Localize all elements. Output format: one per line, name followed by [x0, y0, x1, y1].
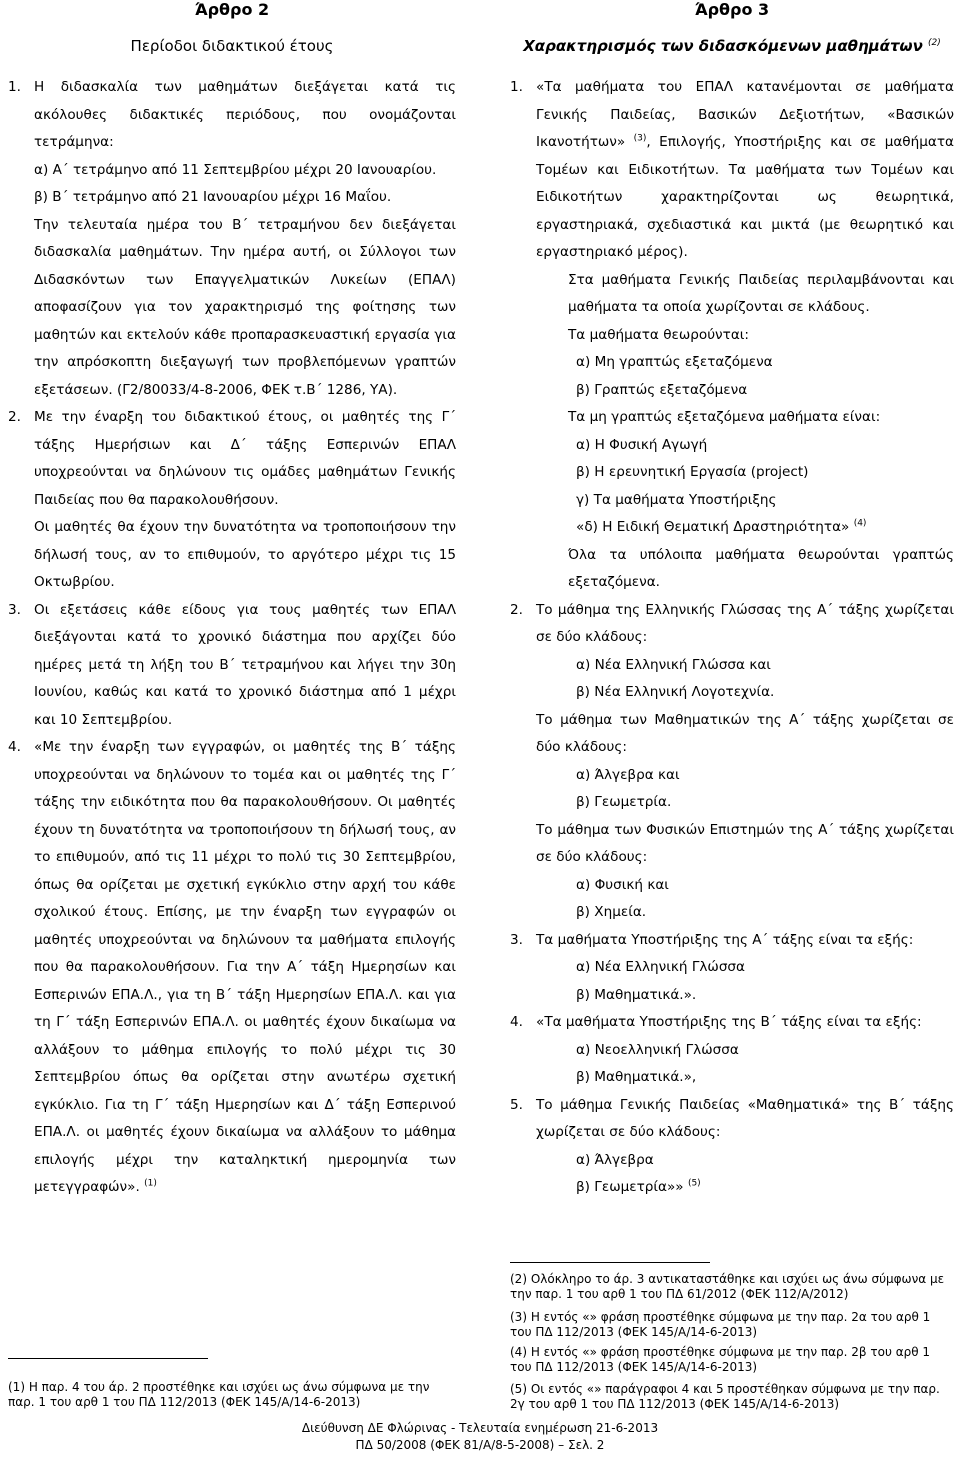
list-item: β) Β΄ τετράμηνο από 21 Ιανουαρίου μέχρι 16 Μαΐου. — [34, 189, 392, 205]
article-3-subtitle — [510, 36, 954, 56]
list-item: γ) Τα μαθήματα Υποστήριξης — [576, 491, 777, 508]
article-3-title: Άρθρο 3 — [694, 0, 770, 19]
article-3-paragraph-3 — [510, 927, 954, 1010]
paragraph-text: Με την έναρξη του διδακτικού έτους, οι μαθητές της Γ΄ τάξης Ημερήσιων και Δ΄ τάξης Εσπερινών ΕΠΑΛ υποχρεούνται να δηλώνουν τις ομάδες μαθημάτων Γενικής Παιδείας που θα παρακολουθήσουν. — [34, 409, 456, 508]
paragraph-text-a: «Τα μαθήματα του ΕΠΑΛ κατανέμονται σε μαθήματα Γενικής Παιδείας, Βασικών Δεξιοτήτων, «Βασικών Ικανοτήτων» — [536, 79, 954, 150]
paragraph-text — [34, 734, 456, 1202]
paragraph-number: 4. — [8, 739, 21, 755]
paragraph-text: Τα μη γραπτώς εξεταζόμενα μαθήματα είναι: — [568, 409, 881, 425]
article-2-paragraph-1 — [8, 74, 456, 404]
paragraph-text-b: , Επιλογής, Υποστήριξης και σε μαθήματα Τομέων και Ειδικοτήτων. Τα μαθήματα των Τομέων και Ειδικοτήτων χαρακτηρίζονται ως θεωρητικά, εργαστηριακά, σχεδιαστικά και μικτά (με θεωρητικό και εργαστηριακό μέρος). — [536, 134, 954, 260]
subtitle-text: Χαρακτηρισμός των διδασκόμενων μαθημάτων — [523, 37, 923, 55]
list-item: α) Νέα Ελληνική Γλώσσα και — [576, 656, 771, 673]
footer-line-2: ΠΔ 50/2008 (ΦΕΚ 81/Α/8-5-2008) – Σελ. 2 — [355, 1438, 605, 1452]
footnote-2: (2) Ολόκληρο το άρ. 3 αντικαταστάθηκε και ισχύει ως άνω σύμφωνα με την παρ. 1 του αρθ 1 του ΠΔ 61/2012 (ΦΕΚ 112/Α/2012) — [510, 1272, 945, 1301]
paragraph-text: Οι εξετάσεις κάθε είδους για τους μαθητές των ΕΠΑΛ διεξάγονται κατά το χρονικό διάστημα που αρχίζει δύο ημέρες μετά τη λήξη του Β΄ τετραμήνου και λήγει την 30η Ιουνίου, καθώς και κατά το χρονικό διάστημα από 1 μέχρι και 10 Σεπτεμβρίου. — [34, 601, 456, 728]
list-item: α) Νέα Ελληνική Γλώσσα — [576, 959, 746, 975]
paragraph-number: 5. — [510, 1096, 523, 1113]
article-2-body — [8, 74, 456, 1202]
footnote-separator — [8, 1358, 208, 1359]
paragraph-number: 3. — [510, 931, 523, 948]
footnote-3: (3) Η εντός «» φράση προστέθηκε σύμφωνα με την παρ. 2α του αρθ 1 του ΠΔ 112/2013 (ΦΕΚ 145/Α/14-6-2013) — [510, 1310, 931, 1339]
article-2-title: Άρθρο 2 — [194, 0, 270, 19]
paragraph-number: 2. — [510, 601, 523, 618]
footer-line-1: Διεύθυνση ΔΕ Φλώρινας - Τελευταία ενημέρωση 21-6-2013 — [301, 1421, 659, 1435]
footnote-ref-3: (3) — [633, 133, 647, 144]
paragraph-text: Το μάθημα Γενικής Παιδείας «Μαθηματικά» της Β΄ τάξης χωρίζεται σε δύο κλάδους: — [536, 1096, 954, 1140]
list-item: α) Νεοελληνική Γλώσσα — [576, 1041, 739, 1058]
list-item: β) Χημεία. — [576, 904, 647, 920]
paragraph-text: Η διδασκαλία των μαθημάτων διεξάγεται κατά τις ακόλουθες διδακτικές περιόδους, που ονομάζονται τετράμηνα: — [34, 79, 456, 150]
list-item: β) Γραπτώς εξεταζόμενα — [576, 381, 748, 398]
list-item-text: «δ) Η Ειδική Θεματική Δραστηριότητα» — [576, 519, 850, 535]
list-item — [536, 1174, 954, 1202]
list-item: α) Η Φυσική Αγωγή — [576, 436, 708, 453]
list-item: α) Φυσική και — [576, 876, 669, 893]
paragraph-text: Το μάθημα των Φυσικών Επιστημών της Α΄ τάξης χωρίζεται σε δύο κλάδους: — [536, 821, 954, 865]
list-item: β) Μαθηματικά.», — [576, 1069, 697, 1085]
paragraph-text: Την τελευταία ημέρα του Β΄ τετραμήνου δεν διεξάγεται διδασκαλία μαθημάτων. Την ημέρα αυτή, οι Σύλλογοι των Διδασκόντων των Επαγγελματικών Λυκείων (ΕΠΑΛ) αποφασίζουν για τον χαρακτηρισμό της φοίτησης των μαθητών και εκτελούν κάθε προπαρασκευαστική εργασία για την απρόσκοπτη διεξαγωγή των προβλεπόμενων γραπτών εξετάσεων. (Γ2/80033/4-8-2006, ΦΕΚ τ.Β΄ 1286, ΥΑ). — [34, 216, 456, 398]
article-2-paragraph-4 — [8, 734, 456, 1202]
paragraph-number: 4. — [510, 1014, 523, 1030]
left-column — [8, 0, 456, 1458]
paragraph-text: Τα μαθήματα θεωρούνται: — [568, 326, 749, 343]
list-item: β) Η ερευνητική Εργασία (project) — [576, 464, 809, 480]
list-item-text: β) Γεωμετρία»» — [576, 1179, 684, 1195]
footnote-ref-5: (5) — [687, 1178, 701, 1189]
footnote-separator — [510, 1262, 710, 1263]
footnote-4: (4) Η εντός «» φράση προστέθηκε σύμφωνα με την παρ. 2β του αρθ 1 του ΠΔ 112/2013 (ΦΕΚ 145/Α/14-6-2013) — [510, 1345, 931, 1374]
paragraph-text: Το μάθημα των Μαθηματικών της Α΄ τάξης χωρίζεται σε δύο κλάδους: — [536, 711, 954, 755]
list-item: α) Άλγεβρα — [576, 1151, 654, 1168]
paragraph-text-body: «Με την έναρξη των εγγραφών, οι μαθητές της Β΄ τάξης υποχρεούνται να δηλώνουν το τομέα και οι μαθητές της Γ΄ τάξης την ειδικότητα που θα παρακολουθήσουν. Οι μαθητές έχουν τη δυνατότητα να τροποποιήσουν τη δήλωσή τους, αν το επιθυμούν, από τις 11 μέχρι το πολύ τις 30 Σεπτεμβρίου, όπως θα ορίζεται με σχετική εγκύκλιο στην αρχή του κάθε σχολικού έτους. Επίσης, με την έναρξη των εγγραφών οι μαθητές υποχρεούνται να δηλώνουν τα μαθήματα επιλογής που θα παρακολουθήσουν. Για την Α΄ τάξη Ημερησίων και Εσπερινών ΕΠΑ.Λ., για τη Β΄ τάξη Ημερησίων ΕΠΑ.Λ. και για τη Γ΄ τάξη Εσπερινών ΕΠΑ.Λ. οι μαθητές έχουν δικαίωμα να αλλάξουν το μάθημα επιλογής το πολύ μέχρι τις 30 Σεπτεμβρίου όπως θα ορίζεται στην ανωτέρω σχετική εγκύκλιο. Για τη Γ΄ τάξη Ημερησίων και Δ΄ τάξη Εσπερινού ΕΠΑ.Λ. οι μαθητές έχουν δικαίωμα να αλλάξουν το μάθημα επιλογής μέχρι την καταληκτική ημερομηνία των μετεγγραφών». — [34, 739, 456, 1195]
paragraph-text: Στα μαθήματα Γενικής Παιδείας περιλαμβάνονται και μαθήματα τα οποία χωρίζονται σε κλάδους. — [568, 271, 954, 315]
article-3-paragraph-4 — [510, 1009, 954, 1092]
paragraph-text — [536, 74, 954, 267]
list-item: β) Μαθηματικά.». — [576, 986, 697, 1003]
article-3-body — [510, 74, 954, 1202]
article-3-paragraph-1 — [510, 74, 954, 597]
footnote-ref-4: (4) — [853, 518, 867, 529]
paragraph-text: Το μάθημα της Ελληνικής Γλώσσας της Α΄ τάξης χωρίζεται σε δύο κλάδους: — [536, 601, 954, 645]
list-item: β) Γεωμετρία. — [576, 794, 672, 810]
footnote-5: (5) Οι εντός «» παράγραφοι 4 και 5 προστέθηκαν σύμφωνα με την παρ. 2γ του αρθ 1 του ΠΔ 112/2013 (ΦΕΚ 145/Α/14-6-2013) — [510, 1382, 940, 1411]
list-item: α) Α΄ τετράμηνο από 11 Σεπτεμβρίου μέχρι 20 Ιανουαρίου. — [34, 161, 437, 178]
paragraph-text: «Τα μαθήματα Υποστήριξης της Β΄ τάξης είναι τα εξής: — [536, 1014, 922, 1030]
paragraph-text: Οι μαθητές θα έχουν την δυνατότητα να τροποποιήσουν την δήλωσή τους, αν το επιθυμούν, το αργότερο μέχρι τις 15 Οκτωβρίου. — [34, 519, 456, 590]
footnote-1: (1) Η παρ. 4 του άρ. 2 προστέθηκε και ισχύει ως άνω σύμφωνα με την παρ. 1 του αρθ 1 του ΠΔ 112/2013 (ΦΕΚ 145/Α/14-6-2013) — [8, 1380, 430, 1409]
article-2-paragraph-2 — [8, 404, 456, 597]
paragraph-text: Τα μαθήματα Υποστήριξης της Α΄ τάξης είναι τα εξής: — [536, 931, 914, 948]
paragraph-number: 2. — [8, 409, 21, 425]
paragraph-number: 3. — [8, 601, 21, 618]
paragraph-text: Όλα τα υπόλοιπα μαθήματα θεωρούνται γραπτώς εξεταζόμενα. — [568, 546, 954, 590]
article-3-paragraph-5 — [510, 1092, 954, 1202]
list-item — [536, 514, 954, 542]
article-3-paragraph-2 — [510, 597, 954, 927]
list-item: α) Μη γραπτώς εξεταζόμενα — [576, 354, 773, 370]
list-item: β) Νέα Ελληνική Λογοτεχνία. — [576, 684, 775, 700]
article-2-paragraph-3 — [8, 597, 456, 735]
list-item: α) Άλγεβρα και — [576, 766, 680, 783]
right-column — [510, 0, 954, 1458]
paragraph-number: 1. — [510, 79, 523, 95]
footnote-ref-2: (2) — [928, 38, 941, 48]
paragraph-number: 1. — [8, 79, 21, 95]
article-2-subtitle: Περίοδοι διδακτικού έτους — [130, 37, 334, 55]
footnote-ref-1: (1) — [144, 1178, 157, 1189]
